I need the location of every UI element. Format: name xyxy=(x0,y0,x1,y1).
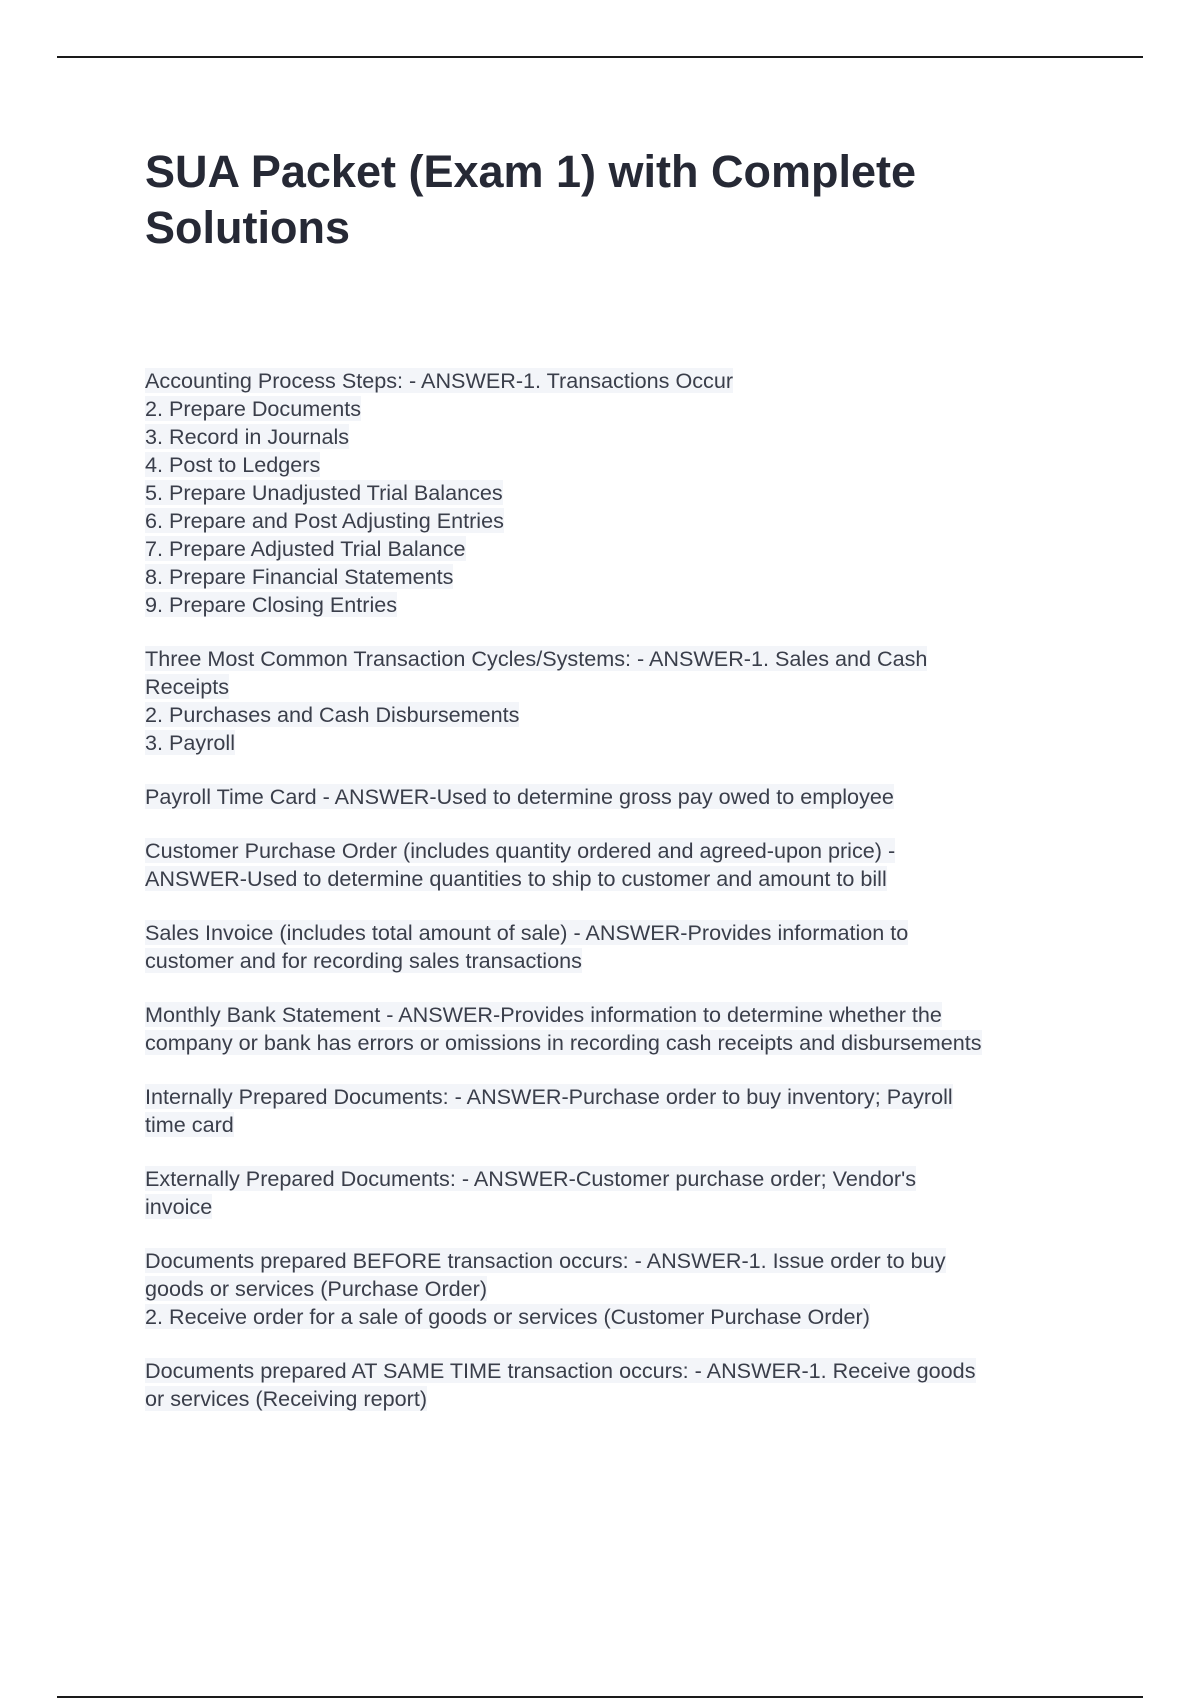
qa-line: or services (Receiving report) xyxy=(145,1386,428,1411)
qa-entry xyxy=(145,1357,1090,1413)
qa-line: Customer Purchase Order (includes quantity ordered and agreed-upon price) - xyxy=(145,838,896,863)
qa-line: 2. Purchases and Cash Disbursements xyxy=(145,702,520,727)
qa-line: 3. Record in Journals xyxy=(145,424,350,449)
qa-line: Documents prepared AT SAME TIME transaction occurs: - ANSWER-1. Receive goods xyxy=(145,1358,976,1383)
qa-line: 2. Prepare Documents xyxy=(145,396,362,421)
qa-line: 6. Prepare and Post Adjusting Entries xyxy=(145,508,504,533)
qa-entry xyxy=(145,919,1090,975)
qa-entry xyxy=(145,837,1090,893)
top-rule xyxy=(57,56,1143,58)
qa-line: ANSWER-Used to determine quantities to ship to customer and amount to bill xyxy=(145,866,887,891)
qa-line: Accounting Process Steps: - ANSWER-1. Transactions Occur xyxy=(145,368,734,393)
qa-entry xyxy=(145,645,1090,757)
qa-line: goods or services (Purchase Order) xyxy=(145,1276,488,1301)
qa-entry xyxy=(145,1083,1090,1139)
qa-entry xyxy=(145,1165,1090,1221)
qa-line: 7. Prepare Adjusted Trial Balance xyxy=(145,536,466,561)
qa-line: time card xyxy=(145,1112,234,1137)
bottom-rule xyxy=(57,1696,1143,1698)
qa-entry xyxy=(145,783,1090,811)
qa-line: Internally Prepared Documents: - ANSWER-Purchase order to buy inventory; Payroll xyxy=(145,1084,953,1109)
qa-entry xyxy=(145,1001,1090,1057)
answer-list xyxy=(145,367,1090,1439)
qa-line: company or bank has errors or omissions in recording cash receipts and disbursements xyxy=(145,1030,982,1055)
qa-line: 9. Prepare Closing Entries xyxy=(145,592,398,617)
page-title: SUA Packet (Exam 1) with Complete Solutions xyxy=(145,146,917,253)
qa-line: Monthly Bank Statement - ANSWER-Provides information to determine whether the xyxy=(145,1002,942,1027)
qa-entry xyxy=(145,367,1090,619)
qa-line: 3. Payroll xyxy=(145,730,236,755)
qa-entry xyxy=(145,1247,1090,1331)
qa-line: Documents prepared BEFORE transaction occurs: - ANSWER-1. Issue order to buy xyxy=(145,1248,946,1273)
qa-line: 4. Post to Ledgers xyxy=(145,452,321,477)
qa-line: Receipts xyxy=(145,674,230,699)
qa-line: 5. Prepare Unadjusted Trial Balances xyxy=(145,480,503,505)
qa-line: Externally Prepared Documents: - ANSWER-Customer purchase order; Vendor's xyxy=(145,1166,917,1191)
qa-line: 2. Receive order for a sale of goods or services (Customer Purchase Order) xyxy=(145,1304,870,1329)
qa-line: 8. Prepare Financial Statements xyxy=(145,564,454,589)
qa-line: customer and for recording sales transactions xyxy=(145,948,582,973)
qa-line: Three Most Common Transaction Cycles/Systems: - ANSWER-1. Sales and Cash xyxy=(145,646,928,671)
qa-line: Payroll Time Card - ANSWER-Used to determine gross pay owed to employee xyxy=(145,784,894,809)
qa-line: invoice xyxy=(145,1194,213,1219)
qa-line: Sales Invoice (includes total amount of sale) - ANSWER-Provides information to xyxy=(145,920,909,945)
